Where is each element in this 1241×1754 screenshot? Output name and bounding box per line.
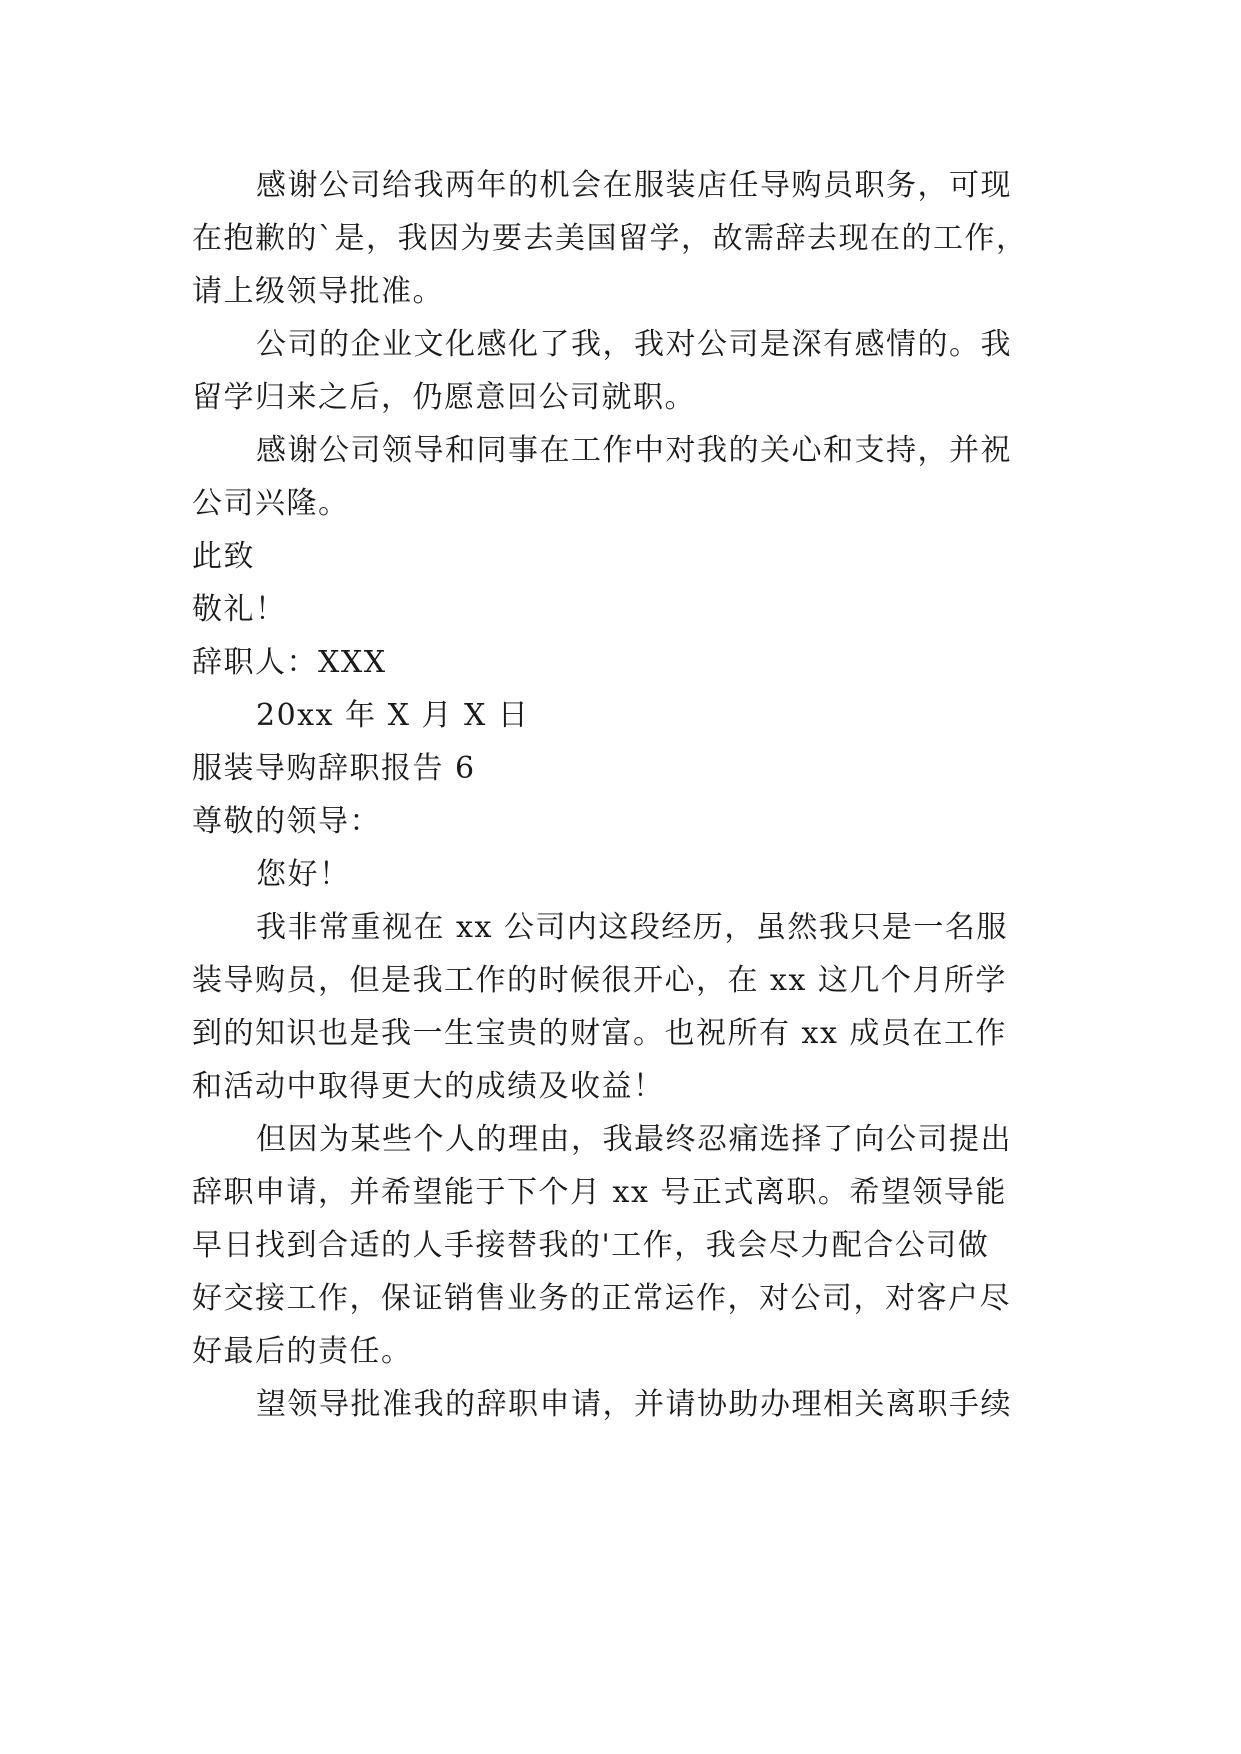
report-title: 服装导购辞职报告 6 [192, 751, 476, 786]
paragraph-3-line-2: 公司兴隆。 [192, 486, 350, 521]
paragraph-5-line-2: 辞职申请，并希望能于下个月 xx 号正式离职。希望领导能 [192, 1175, 1007, 1210]
paragraph-4-line-2: 装导购员，但是我工作的时候很开心，在 xx 这几个月所学 [192, 963, 1007, 998]
closing-regards: 敬礼！ [192, 592, 287, 627]
signature-line: 辞职人：XXX [192, 645, 387, 680]
paragraph-5-line-5: 好最后的责任。 [192, 1334, 413, 1369]
paragraph-2-line-1: 公司的企业文化感化了我，我对公司是深有感情的。我 [256, 327, 1012, 362]
paragraph-4-line-4: 和活动中取得更大的成绩及收益！ [192, 1069, 665, 1104]
paragraph-5-line-4: 好交接工作，保证销售业务的正常运作，对公司，对客户尽 [192, 1281, 1011, 1316]
paragraph-4-line-1: 我非常重视在 xx 公司内这段经历，虽然我只是一名服 [256, 910, 1008, 945]
paragraph-1-line-2: 在抱歉的`是，我因为要去美国留学，故需辞去现在的工作， [192, 221, 1028, 256]
paragraph-4-line-3: 到的知识也是我一生宝贵的财富。也祝所有 xx 成员在工作 [192, 1016, 1007, 1051]
paragraph-2-line-2: 留学归来之后，仍愿意回公司就职。 [192, 380, 696, 415]
paragraph-1-line-3: 请上级领导批准。 [192, 274, 444, 309]
date-line: 20xx 年 X 月 X 日 [256, 698, 530, 733]
paragraph-1-line-1: 感谢公司给我两年的机会在服装店任导购员职务，可现 [256, 168, 1012, 203]
paragraph-5-line-3: 早日找到合适的人手接替我的'工作，我会尽力配合公司做 [192, 1228, 990, 1263]
greeting-hello: 您好！ [256, 857, 351, 892]
paragraph-6-line-1: 望领导批准我的辞职申请，并请协助办理相关离职手续 [256, 1387, 1012, 1422]
closing-salutation: 此致 [192, 539, 255, 574]
paragraph-3-line-1: 感谢公司领导和同事在工作中对我的关心和支持，并祝 [256, 433, 1012, 468]
paragraph-5-line-1: 但因为某些个人的理由，我最终忍痛选择了向公司提出 [256, 1122, 1012, 1157]
greeting-addressee: 尊敬的领导： [192, 804, 381, 839]
